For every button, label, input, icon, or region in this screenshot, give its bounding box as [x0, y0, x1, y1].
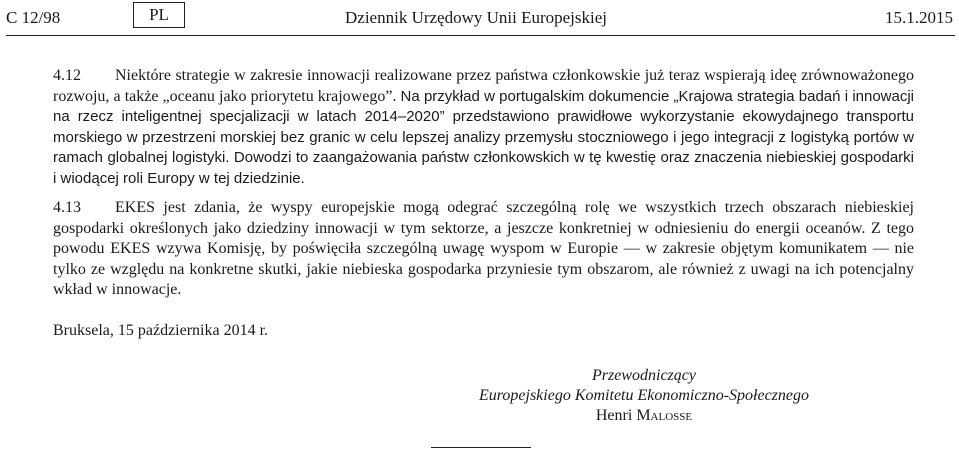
footer-divider — [431, 447, 531, 448]
paragraph-text-part2: Na przykład w portugalskim dokumencie „Krajowa strategia badań i innowacji na rzecz inteligentnej specjalizacji w latach 2014–2020” przedstawiono prawidłowe wykorzystanie ekowydajnego transportu morskiego w przestrzeni morskiej bez granic w celu lepszej analizy przemysłu stoczniowego i jego integracji z logistyką portów w ramach globalnej logistyki. Dowodzi to zaangażowania państw członkowskich w tę kwestię oraz znaczenia niebieskiej gospodarki i wiodącej roli Europy w tej dziedzinie. — [53, 87, 915, 187]
signatory-institution: Europejskiego Komitetu Ekonomiczno-Społecznego — [479, 387, 809, 404]
signatory-last-name: Malosse — [636, 407, 693, 424]
place-and-date: Bruksela, 15 października 2014 r. — [53, 322, 269, 339]
paragraph-4-12 — [53, 66, 914, 189]
language-badge: PL — [133, 2, 185, 28]
signature-block — [460, 366, 828, 426]
paragraph-text: EKES jest zdania, że wyspy europejskie mogą odegrać szczególną rolę we wszystkich trzech obszarach niebieskiej gospodarki określonych jako dziedziny innowacji w tym sektorze, a jeszcze konkretniej w odniesieniu do energii oceanów. Z tego powodu EKES wzywa Komisję, by poświęciła szczególną uwagę wyspom w Europie — w zakresie objętym komunikatem — nie tylko ze względu na konkretne skutki, jakie niebieska gospodarka przyniesie tym obszarom, ale również z uwagi na ich potencjalny wkład w innowacje. — [53, 199, 914, 298]
header-divider — [6, 35, 955, 36]
paragraph-text-part1: Niektóre strategie w zakresie innowacji realizowane przez państwa członkowskie już teraz wspierają ideę zrównoważonego rozwoju, a także „oceanu jako priorytetu krajowego”. — [53, 67, 914, 105]
signatory-name — [460, 406, 828, 426]
paragraph-number: 4.12 — [53, 67, 81, 84]
page-header — [0, 0, 959, 40]
signatory-role: Przewodniczący — [592, 367, 696, 384]
paragraph-4-13 — [53, 198, 914, 301]
journal-reference: C 12/98 — [6, 8, 61, 27]
paragraph-number: 4.13 — [53, 199, 81, 216]
publication-date: 15.1.2015 — [885, 8, 953, 27]
journal-title: Dziennik Urzędowy Unii Europejskiej — [345, 8, 608, 27]
signatory-first-name: Henri — [595, 407, 633, 424]
document-body — [53, 66, 914, 301]
